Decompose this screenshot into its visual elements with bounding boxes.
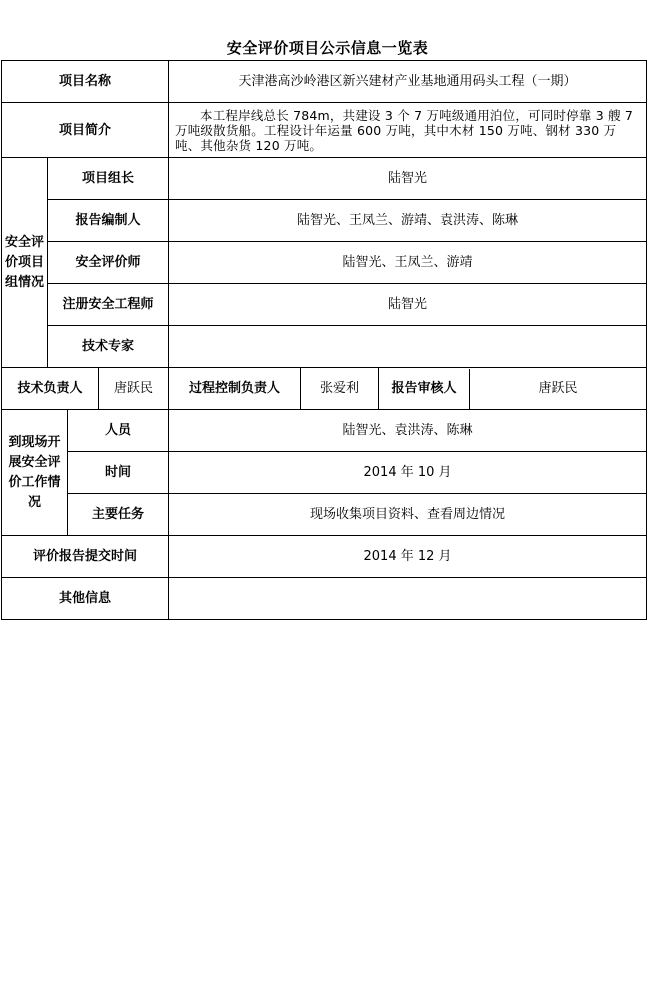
report-reviewer-label: 报告审核人 — [379, 369, 470, 409]
row-site-personnel — [2, 410, 647, 452]
tech-lead-label: 技术负责人 — [2, 368, 99, 410]
team-experts-value — [169, 326, 647, 368]
other-info-label: 其他信息 — [2, 578, 169, 620]
project-intro-label: 项目简介 — [2, 103, 169, 158]
row-site-time — [2, 452, 647, 494]
site-personnel-label: 人员 — [68, 410, 169, 452]
team-evaluators-label: 安全评价师 — [48, 242, 169, 284]
submit-time-value: 2014 年 12 月 — [169, 536, 647, 578]
team-authors-value: 陆智光、王凤兰、游靖、袁洪涛、陈琳 — [169, 200, 647, 242]
row-submit-time — [2, 536, 647, 578]
other-info-value — [169, 578, 647, 620]
row-team-engineer — [2, 284, 647, 326]
team-group-label: 安全评价项目组情况 — [2, 158, 48, 368]
site-time-label: 时间 — [68, 452, 169, 494]
process-control-value: 张爱利 — [301, 368, 379, 410]
site-tasks-label: 主要任务 — [68, 494, 169, 536]
team-leader-label: 项目组长 — [48, 158, 169, 200]
row-team-experts — [2, 326, 647, 368]
row-team-authors — [2, 200, 647, 242]
row-other-info — [2, 578, 647, 620]
site-time-value: 2014 年 10 月 — [169, 452, 647, 494]
tech-lead-value: 唐跃民 — [99, 368, 169, 410]
team-authors-label: 报告编制人 — [48, 200, 169, 242]
row-project-intro — [2, 103, 647, 158]
row-site-tasks — [2, 494, 647, 536]
row-team-evaluators — [2, 242, 647, 284]
project-name-value: 天津港高沙岭港区新兴建材产业基地通用码头工程（一期） — [169, 61, 647, 103]
project-intro-value: 本工程岸线总长 784m，共建设 3 个 7 万吨级通用泊位，可同时停靠 3 艘 7 万吨级散货船。工程设计年运量 600 万吨，其中木材 150 万吨、钢材 330 万吨、其他杂货 120 万吨。 — [169, 103, 647, 158]
row-team-leader — [2, 158, 647, 200]
team-engineer-value: 陆智光 — [169, 284, 647, 326]
site-personnel-value: 陆智光、袁洪涛、陈琳 — [169, 410, 647, 452]
row-project-name — [2, 61, 647, 103]
project-name-label: 项目名称 — [2, 61, 169, 103]
site-tasks-value: 现场收集项目资料、查看周边情况 — [169, 494, 647, 536]
process-control-label: 过程控制负责人 — [169, 368, 301, 410]
team-engineer-label: 注册安全工程师 — [48, 284, 169, 326]
row-responsibles — [2, 368, 647, 410]
info-table — [1, 60, 647, 620]
team-evaluators-value: 陆智光、王凤兰、游靖 — [169, 242, 647, 284]
submit-time-label: 评价报告提交时间 — [2, 536, 169, 578]
page-title: 安全评价项目公示信息一览表 — [226, 39, 429, 57]
team-leader-value: 陆智光 — [169, 158, 647, 200]
team-experts-label: 技术专家 — [48, 326, 169, 368]
site-group-label: 到现场开展安全评价工作情况 — [2, 410, 68, 536]
report-reviewer-value: 唐跃民 — [538, 381, 578, 396]
